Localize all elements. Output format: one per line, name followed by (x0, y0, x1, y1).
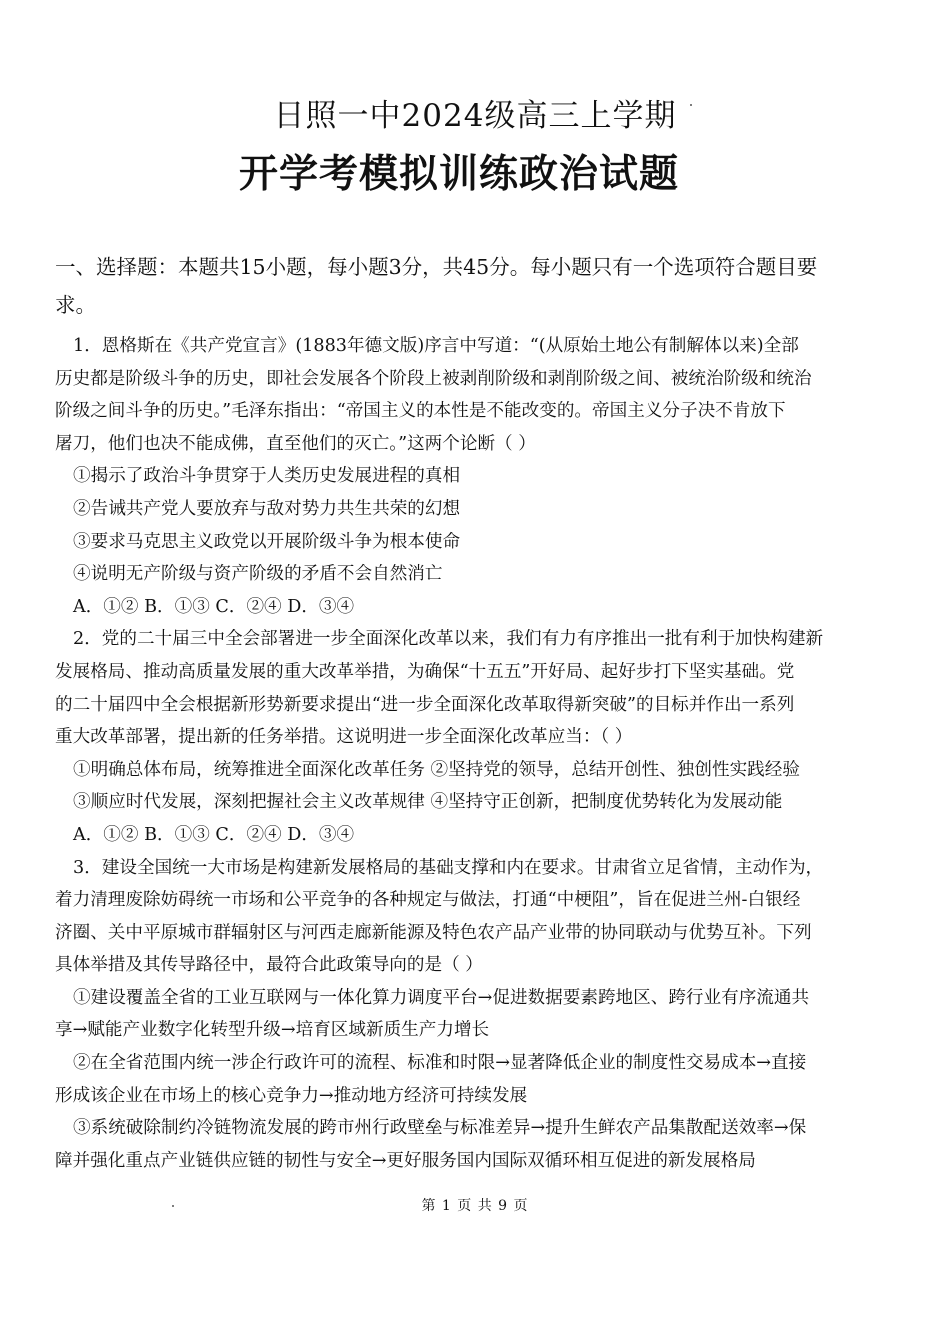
question-option-line: 享→赋能产业数字化转型升级→培育区域新质生产力增长 (55, 1020, 490, 1041)
answer-choices: A．①② B．①③ C．②④ D．③④ (73, 824, 355, 845)
question-stem-line: 发展格局、推动高质量发展的重大改革举措，为确保“十五五”开好局、起好步打下坚实基础。党 (55, 661, 795, 682)
question-stem-line: 阶级之间斗争的历史。”毛泽东指出：“帝国主义的本性是不能改变的。帝国主义分子决不肯放下 (55, 401, 786, 422)
question-3 (55, 852, 885, 1178)
question-option-line: ①建设覆盖全省的工业互联网与一体化算力调度平台→促进数据要素跨地区、跨行业有序流通共 (73, 987, 810, 1008)
question-list (55, 330, 885, 1177)
question-1 (55, 330, 885, 623)
question-option-line: ①揭示了政治斗争贯穿于人类历史发展进程的真相 (73, 466, 461, 487)
question-stem-line: 具体举措及其传导路径中，最符合此政策导向的是（ ） (55, 955, 483, 976)
question-2 (55, 623, 885, 851)
question-option-line: ③要求马克思主义政党以开展阶级斗争为根本使命 (73, 531, 461, 552)
exam-title-line1: 日照一中2024级高三上学期 (273, 98, 677, 134)
page-number: 第 1 页 共 9 页 (421, 1198, 529, 1214)
question-stem-line: 3．建设全国统一大市场是构建新发展格局的基础支撑和内在要求。甘肃省立足省情，主动作为， (73, 857, 824, 878)
question-option-line: 障并强化重点产业链供应链的韧性与安全→更好服务国内国际双循环相互促进的新发展格局 (55, 1150, 756, 1171)
question-option-line: ④说明无产阶级与资产阶级的矛盾不会自然消亡 (73, 564, 443, 585)
section-heading-line: 一、选择题：本题共15小题，每小题3分，共45分。每小题只有一个选项符合题目要 (55, 255, 818, 279)
question-stem-line: 历史都是阶级斗争的历史，即社会发展各个阶段上被剥削阶级和剥削阶级之间、被统治阶级和统治 (55, 368, 812, 389)
question-stem-line: 1．恩格斯在《共产党宣言》(1883年德文版)序言中写道：“(从原始土地公有制解体以来)全部 (73, 336, 799, 356)
question-option-line: ①明确总体布局，统筹推进全面深化改革任务 ②坚持党的领导，总结开创性、独创性实践经验 (73, 759, 800, 780)
question-option-line: ③顺应时代发展，深刻把握社会主义改革规律 ④坚持守正创新，把制度优势转化为发展动能 (73, 792, 783, 813)
question-stem-line: 济圈、关中平原城市群辐射区与河西走廊新能源及特色农产品产业带的协同联动与优势互补。下列 (55, 922, 812, 943)
question-option-line: ③系统破除制约冷链物流发展的跨市州行政壁垒与标准差异→提升生鲜农产品集散配送效率→保 (73, 1118, 807, 1139)
section-heading-line: 求。 (55, 293, 96, 317)
question-stem-line: 重大改革部署，提出新的任务举措。这说明进一步全面深化改革应当：（ ） (55, 727, 633, 748)
question-stem-line: 屠刀，他们也决不能成佛，直至他们的灭亡。”这两个论断（ ） (55, 433, 536, 454)
question-option-line: ②在全省范围内统一涉企行政许可的流程、标准和时限→显著降低企业的制度性交易成本→直接 (73, 1053, 807, 1074)
question-option-line: ②告诫共产党人要放弃与敌对势力共生共荣的幻想 (73, 498, 461, 519)
question-option-line: 形成该企业在市场上的核心竞争力→推动地方经济可持续发展 (55, 1085, 528, 1106)
section-heading (55, 248, 885, 324)
exam-title-line2: 开学考模拟训练政治试题 (238, 152, 679, 197)
question-stem-line: 的二十届四中全会根据新形势新要求提出“进一步全面深化改革取得新突破”的目标并作出一系列 (55, 694, 795, 715)
question-stem-line: 着力清理废除妨碍统一市场和公平竞争的各种规定与做法，打通“中梗阻”，旨在促进兰州-白银经 (55, 890, 801, 911)
scan-speck (690, 104, 692, 106)
question-stem-line: 2．党的二十届三中全会部署进一步全面深化改革以来，我们有力有序推出一批有利于加快构建新 (73, 629, 824, 650)
answer-choices: A．①② B．①③ C．②④ D．③④ (73, 596, 355, 617)
